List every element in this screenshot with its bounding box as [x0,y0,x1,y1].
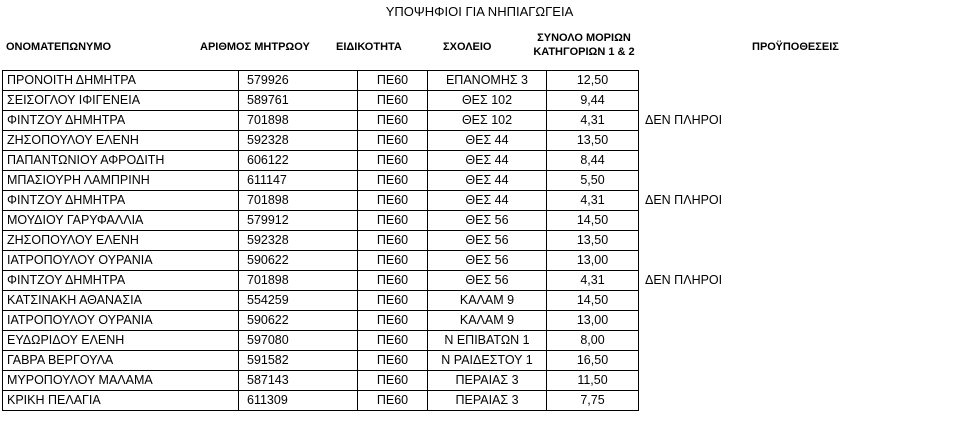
cell-total: 12,50 [547,71,639,91]
cell-specialty: ΠΕ60 [358,191,428,211]
cell-school: ΘΕΣ 56 [428,271,547,291]
cell-total: 13,00 [547,251,639,271]
cell-prerequisites [639,151,958,171]
cell-specialty: ΠΕ60 [358,211,428,231]
cell-specialty: ΠΕ60 [358,331,428,351]
cell-specialty: ΠΕ60 [358,131,428,151]
table-row [3,291,958,311]
table-row [3,131,958,151]
header-total [523,31,645,59]
table-row [3,171,958,191]
cell-name: ΜΠΑΣΙΟΥΡΗ ΛΑΜΠΡΙΝΗ [3,171,239,191]
cell-school: Ν ΡΑΙΔΕΣΤΟΥ 1 [428,351,547,371]
cell-am: 592328 [239,231,358,251]
cell-am: 587143 [239,371,358,391]
cell-am: 590622 [239,251,358,271]
cell-am: 597080 [239,331,358,351]
cell-prerequisites: ΔΕΝ ΠΛΗΡΟΙ [645,193,723,207]
cell-total: 5,50 [547,171,639,191]
sheet-title: ΥΠΟΨΗΦΙΟΙ ΓΙΑ ΝΗΠΙΑΓΩΓΕΙΑ [385,4,574,19]
cell-prerequisites [639,251,958,271]
cell-total: 11,50 [547,371,639,391]
cell-am: 579912 [239,211,358,231]
cell-school: Ν ΕΠΙΒΑΤΩΝ 1 [428,331,547,351]
cell-prerequisites [639,391,958,411]
cell-total: 13,50 [547,231,639,251]
cell-school: ΘΕΣ 44 [428,171,547,191]
table-row [3,71,958,91]
cell-prerequisites [639,71,958,91]
cell-school: ΘΕΣ 56 [428,231,547,251]
cell-prerequisites [639,211,958,231]
cell-school: ΘΕΣ 44 [428,151,547,171]
header-total-line2: ΚΑΤΗΓΟΡΙΩΝ 1 & 2 [533,46,635,58]
cell-specialty: ΠΕ60 [358,111,428,131]
cell-total: 16,50 [547,351,639,371]
cell-school: ΘΕΣ 102 [428,91,547,111]
cell-prerequisites: ΔΕΝ ΠΛΗΡΟΙ [645,113,723,127]
cell-name: ΖΗΣΟΠΟΥΛΟΥ ΕΛΕΝΗ [3,131,239,151]
cell-prerequisites [639,351,958,371]
table-row [3,311,958,331]
cell-school: ΘΕΣ 56 [428,251,547,271]
cell-total: 7,75 [547,391,639,411]
cell-am: 590622 [239,311,358,331]
cell-name: ΓΑΒΡΑ ΒΕΡΓΟΥΛΑ [3,351,239,371]
cell-prerequisites [639,291,958,311]
cell-name: ΙΑΤΡΟΠΟΥΛΟΥ ΟΥΡΑΝΙΑ [3,251,239,271]
cell-am: 591582 [239,351,358,371]
cell-total: 4,31 [547,191,639,211]
cell-school: ΚΑΛΑΜ 9 [428,311,547,331]
cell-total: 4,31 [547,271,639,291]
cell-total: 13,50 [547,131,639,151]
cell-prerequisites [639,131,958,151]
cell-am: 592328 [239,131,358,151]
table-row [3,111,958,131]
cell-school: ΘΕΣ 102 [428,111,547,131]
cell-specialty: ΠΕ60 [358,91,428,111]
cell-am: 589761 [239,91,358,111]
cell-name: ΦΙΝΤΖΟΥ ΔΗΜΗΤΡΑ [3,111,239,131]
table-row [3,191,958,211]
cell-prerequisites [639,311,958,331]
cell-total: 8,44 [547,151,639,171]
candidates-table [2,70,958,411]
cell-am: 611309 [239,391,358,411]
header-name: ΟΝΟΜΑΤΕΠΩΝΥΜΟ [6,41,112,53]
table-body [3,71,958,411]
cell-total: 14,50 [547,211,639,231]
cell-am: 611147 [239,171,358,191]
cell-name: ΠΡΟΝΟΙΤΗ ΔΗΜΗΤΡΑ [3,71,239,91]
cell-specialty: ΠΕ60 [358,291,428,311]
cell-name: ΜΥΡΟΠΟΥΛΟΥ ΜΑΛΑΜΑ [3,371,239,391]
cell-name: ΕΥΔΩΡΙΔΟΥ ΕΛΕΝΗ [3,331,239,351]
cell-specialty: ΠΕ60 [358,231,428,251]
cell-specialty: ΠΕ60 [358,71,428,91]
table-row [3,391,958,411]
cell-total: 9,44 [547,91,639,111]
cell-am: 701898 [239,191,358,211]
table-row [3,371,958,391]
cell-prerequisites: ΔΕΝ ΠΛΗΡΟΙ [645,273,723,287]
cell-name: ΚΑΤΣΙΝΑΚΗ ΑΘΑΝΑΣΙΑ [3,291,239,311]
header-total-line1: ΣΥΝΟΛΟ ΜΟΡΙΩΝ [537,32,631,44]
cell-prerequisites [639,371,958,391]
cell-name: ΦΙΝΤΖΟΥ ΔΗΜΗΤΡΑ [3,271,239,291]
header-specialty: ΕΙΔΙΚΟΤΗΤΑ [336,41,402,53]
cell-name: ΙΑΤΡΟΠΟΥΛΟΥ ΟΥΡΑΝΙΑ [3,311,239,331]
cell-specialty: ΠΕ60 [358,391,428,411]
cell-am: 701898 [239,111,358,131]
cell-total: 13,00 [547,311,639,331]
table-row [3,231,958,251]
cell-school: ΠΕΡΑΙΑΣ 3 [428,391,547,411]
cell-am: 701898 [239,271,358,291]
cell-name: ΦΙΝΤΖΟΥ ΔΗΜΗΤΡΑ [3,191,239,211]
cell-prerequisites [639,331,958,351]
table-row [3,351,958,371]
cell-specialty: ΠΕ60 [358,271,428,291]
cell-school: ΘΕΣ 44 [428,191,547,211]
cell-specialty: ΠΕ60 [358,151,428,171]
cell-total: 14,50 [547,291,639,311]
table-row [3,211,958,231]
header-prerequisites: ΠΡΟΫΠΟΘΕΣΕΙΣ [752,41,839,53]
cell-prerequisites [639,171,958,191]
cell-total: 4,31 [547,111,639,131]
table-row [3,251,958,271]
cell-name: ΜΟΥΔΙΟΥ ΓΑΡΥΦΑΛΛΙΑ [3,211,239,231]
table-row [3,91,958,111]
cell-specialty: ΠΕ60 [358,311,428,331]
cell-name: ΖΗΣΟΠΟΥΛΟΥ ΕΛΕΝΗ [3,231,239,251]
cell-specialty: ΠΕ60 [358,371,428,391]
cell-prerequisites [639,231,958,251]
cell-name: ΠΑΠΑΝΤΩΝΙΟΥ ΑΦΡΟΔΙΤΗ [3,151,239,171]
cell-am: 579926 [239,71,358,91]
header-am: ΑΡΙΘΜΟΣ ΜΗΤΡΩΟΥ [200,41,310,53]
table-row [3,331,958,351]
cell-school: ΚΑΛΑΜ 9 [428,291,547,311]
cell-am: 554259 [239,291,358,311]
cell-school: ΘΕΣ 44 [428,131,547,151]
cell-name: ΣΕΙΣΟΓΛΟΥ ΙΦΙΓΕΝΕΙΑ [3,91,239,111]
cell-am: 606122 [239,151,358,171]
cell-school: ΘΕΣ 56 [428,211,547,231]
cell-total: 8,00 [547,331,639,351]
cell-school: ΕΠΑΝΟΜΗΣ 3 [428,71,547,91]
cell-school: ΠΕΡΑΙΑΣ 3 [428,371,547,391]
table-row [3,151,958,171]
header-school: ΣΧΟΛΕΙΟ [443,41,492,53]
cell-specialty: ΠΕ60 [358,171,428,191]
cell-specialty: ΠΕ60 [358,351,428,371]
cell-name: ΚΡΙΚΗ ΠΕΛΑΓΙΑ [3,391,239,411]
cell-prerequisites [639,91,958,111]
cell-specialty: ΠΕ60 [358,251,428,271]
table-row [3,271,958,291]
